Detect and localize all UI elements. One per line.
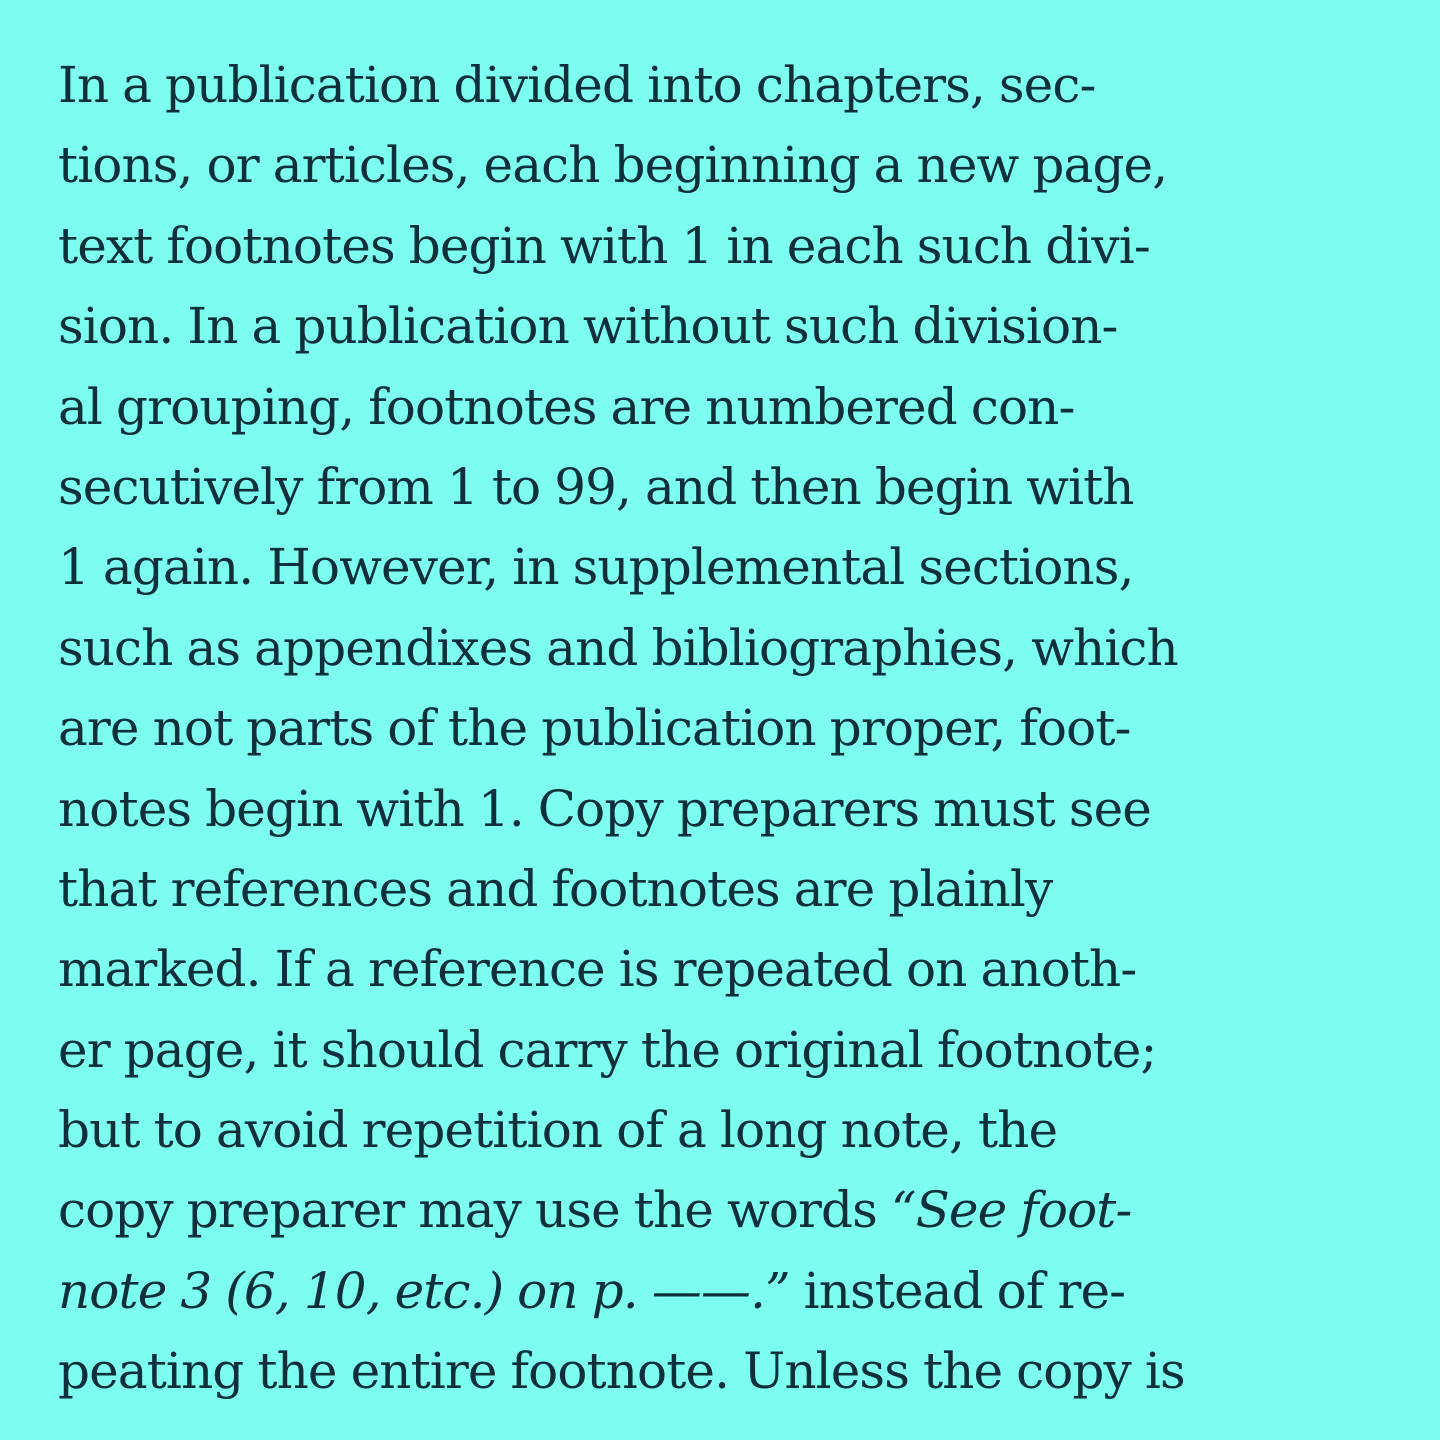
text-line: notes begin with 1. Copy preparers must see	[58, 779, 1151, 838]
text-line: In a publication divided into chapters, sec-	[58, 56, 1096, 114]
text-line: tions, or articles, each beginning a new page,	[58, 136, 1168, 195]
text-line: that references and footnotes are plainly	[58, 859, 1053, 918]
text-line: 1 again. However, in supplemental sections,	[58, 538, 1134, 597]
text-line: are not parts of the publication proper, foot-	[58, 699, 1131, 758]
text-line: such as appendixes and bibliographies, which	[58, 618, 1178, 677]
text-line: note 3 (6, 10, etc.) on p. ——.” instead of re-	[58, 1261, 1126, 1320]
text-line: copy preparer may use the words “See foot-	[58, 1181, 1132, 1240]
text-line: al grouping, footnotes are numbered con-	[58, 377, 1075, 436]
italic-quote: note 3 (6, 10, etc.) on p. ——.”	[58, 1261, 790, 1320]
text-line: marked. If a reference is repeated on anoth-	[58, 940, 1137, 999]
body-paragraph	[58, 45, 1418, 1412]
text-line: text footnotes begin with 1 in each such divi-	[58, 216, 1150, 275]
text-line: sion. In a publication without such division-	[58, 297, 1118, 356]
text-line: peating the entire footnote. Unless the copy is	[58, 1342, 1185, 1401]
text-line: but to avoid repetition of a long note, the	[58, 1101, 1058, 1160]
text-line: secutively from 1 to 99, and then begin with	[58, 457, 1134, 516]
italic-quote: “See foot-	[890, 1181, 1132, 1240]
text-line: er page, it should carry the original footnote;	[58, 1020, 1157, 1079]
